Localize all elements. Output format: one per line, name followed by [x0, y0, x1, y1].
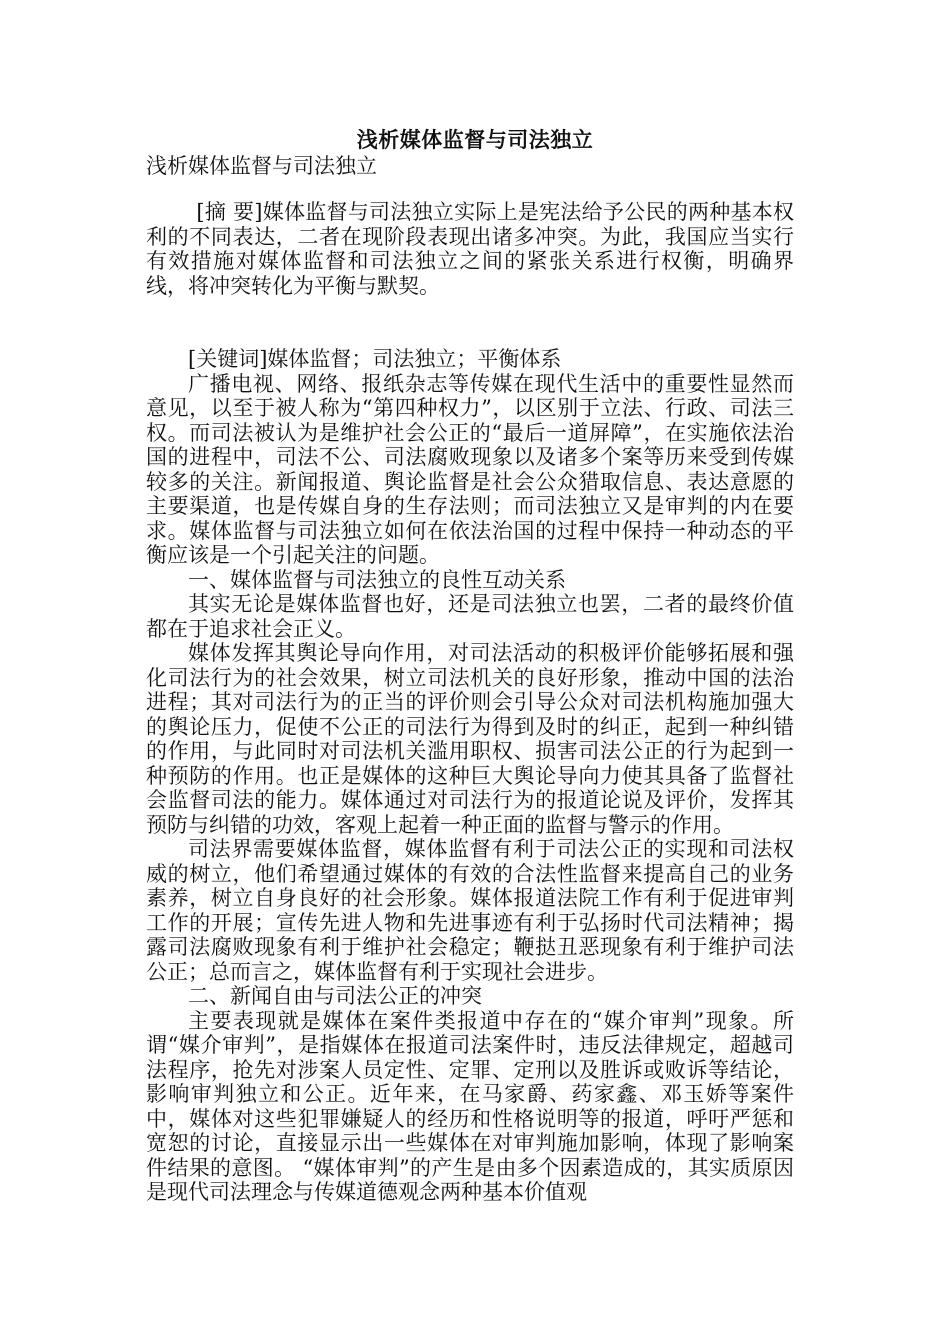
abstract-paragraph: [摘 要]媒体监督与司法独立实际上是宪法给予公民的两种基本权利的不同表达，二者在现阶段表现出诸多冲突。为此，我国应当实行有效措施对媒体监督和司法独立之间的紧张关系进行权衡，明确界线，将冲突转化为平衡与默契。 — [146, 200, 794, 298]
body-paragraph: 其实无论是媒体监督也好，还是司法独立也罢，二者的最终价值都在于追求社会正义。 — [146, 592, 794, 641]
body-paragraph: 媒体发挥其舆论导向作用，对司法活动的积极评价能够拓展和强化司法行为的社会效果，树立司法机关的良好形象，推动中国的法治进程；其对司法行为的正当的评价则会引导公众对司法机构施加强大的舆论压力，促使不公正的司法行为得到及时的纠正，起到一种纠错的作用，与此同时对司法机关滥用职权、损害司法公正的行为起到一种预防的作用。也正是媒体的这种巨大舆论导向力使其具备了监督社会监督司法的能力。媒体通过对司法行为的报道论说及评价，发挥其预防与纠错的功效，客观上起着一种正面的监督与警示的作用。 — [146, 641, 794, 837]
section-heading: 一、媒体监督与司法独立的良性互动关系 — [188, 567, 566, 592]
document-body — [146, 200, 794, 1205]
section-heading: 二、新闻自由与司法公正的冲突 — [188, 984, 482, 1008]
body-paragraph: 广播电视、网络、报纸杂志等传媒在现代生活中的重要性显然而意见，以至于被人称为“第四种权力”，以区别于立法、行政、司法三权。而司法被认为是维护社会公正的“最后一道屏障”，在实施依法治国的进程中，司法不公、司法腐败现象以及诸多个案等历来受到传媒较多的关注。新闻报道、舆论监督是社会公众猎取信息、表达意愿的主要渠道，也是传媒自身的生存法则；而司法独立又是审判的内在要求。媒体监督与司法独立如何在依法治国的过程中保持一种动态的平衡应该是一个引起关注的问题。 — [146, 371, 794, 567]
body-paragraph: 主要表现就是媒体在案件类报道中存在的“媒介审判”现象。所谓“媒介审判”，是指媒体在报道司法案件时，违反法律规定，超越司法程序，抢先对涉案人员定性、定罪、定刑以及胜诉或败诉等结论，影响审判独立和公正。近年来，在马家爵、药家鑫、邓玉娇等案件中，媒体对这些犯罪嫌疑人的经历和性格说明等的报道，呼吁严惩和宽恕的讨论，直接显示出一些媒体在对审判施加影响，体现了影响案件结果的意图。 “媒体审判”的产生是由多个因素造成的，其实质原因是现代司法理念与传媒道德观念两种基本价值观 — [146, 1008, 794, 1204]
body-paragraph: 司法界需要媒体监督，媒体监督有利于司法公正的实现和司法权威的树立，他们希望通过媒体的有效的合法性监督来提高自己的业务素养，树立自身良好的社会形象。媒体报道法院工作有利于促进审判工作的开展；宣传先进人物和先进事迹有利于弘扬时代司法精神；揭露司法腐败现象有利于维护社会稳定；鞭挞丑恶现象有利于维护司法公正；总而言之，媒体监督有利于实现社会进步。 — [146, 837, 794, 984]
document-subtitle: 浅析媒体监督与司法独立 — [146, 154, 377, 178]
document-title: 浅析媒体监督与司法独立 — [356, 127, 594, 152]
keywords-paragraph: [关键词]媒体监督；司法独立；平衡体系 — [188, 347, 562, 371]
